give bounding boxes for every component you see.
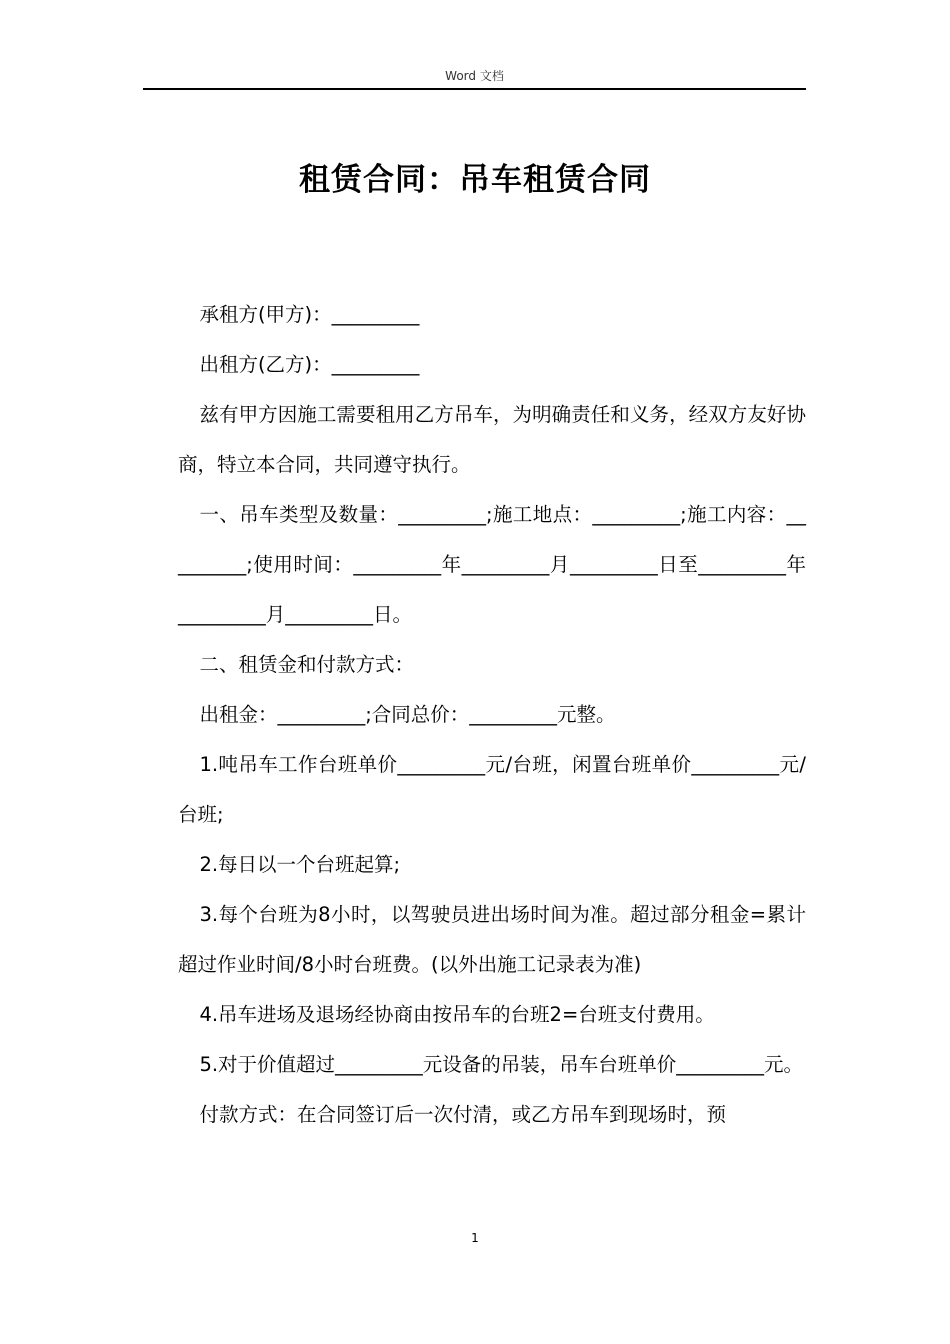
document-title: 租赁合同：吊车租赁合同 bbox=[299, 162, 651, 198]
paragraph-rent: 出租金：_________;合同总价：_________元整。 bbox=[199, 703, 616, 726]
page-number: 1 bbox=[471, 1231, 479, 1245]
document-body bbox=[178, 290, 806, 1140]
paragraph-lessee: 承租方(甲方)：_________ bbox=[199, 303, 420, 326]
paragraph-section-2-heading: 二、租赁金和付款方式： bbox=[199, 653, 414, 676]
paragraph-item-1: 1.吨吊车工作台班单价_________元/台班，闲置台班单价_________元/台班; bbox=[178, 753, 806, 826]
paragraph-section-1: 一、吊车类型及数量：_________;施工地点：_________;施工内容：_________;使用时间：_________年_________月_________日至_________年_________月_________日。 bbox=[178, 503, 806, 626]
paragraph-item-3: 3.每个台班为8小时，以驾驶员进出场时间为准。超过部分租金=累计超过作业时间/8小时台班费。(以外出施工记录表为准) bbox=[178, 903, 806, 976]
paragraph-item-4: 4.吊车进场及退场经协商由按吊车的台班2=台班支付费用。 bbox=[199, 1003, 715, 1026]
paragraph-item-2: 2.每日以一个台班起算; bbox=[199, 853, 401, 876]
paragraph-lessor: 出租方(乙方)：_________ bbox=[199, 353, 420, 376]
header-label: Word 文档 bbox=[445, 69, 504, 83]
paragraph-item-5: 5.对于价值超过_________元设备的吊装，吊车台班单价_________元。 bbox=[199, 1053, 804, 1076]
paragraph-preamble: 兹有甲方因施工需要租用乙方吊车，为明确责任和义务，经双方友好协商，特立本合同，共同遵守执行。 bbox=[178, 403, 806, 476]
page-header bbox=[143, 68, 806, 90]
paragraph-payment: 付款方式：在合同签订后一次付清，或乙方吊车到现场时，预 bbox=[199, 1103, 726, 1126]
